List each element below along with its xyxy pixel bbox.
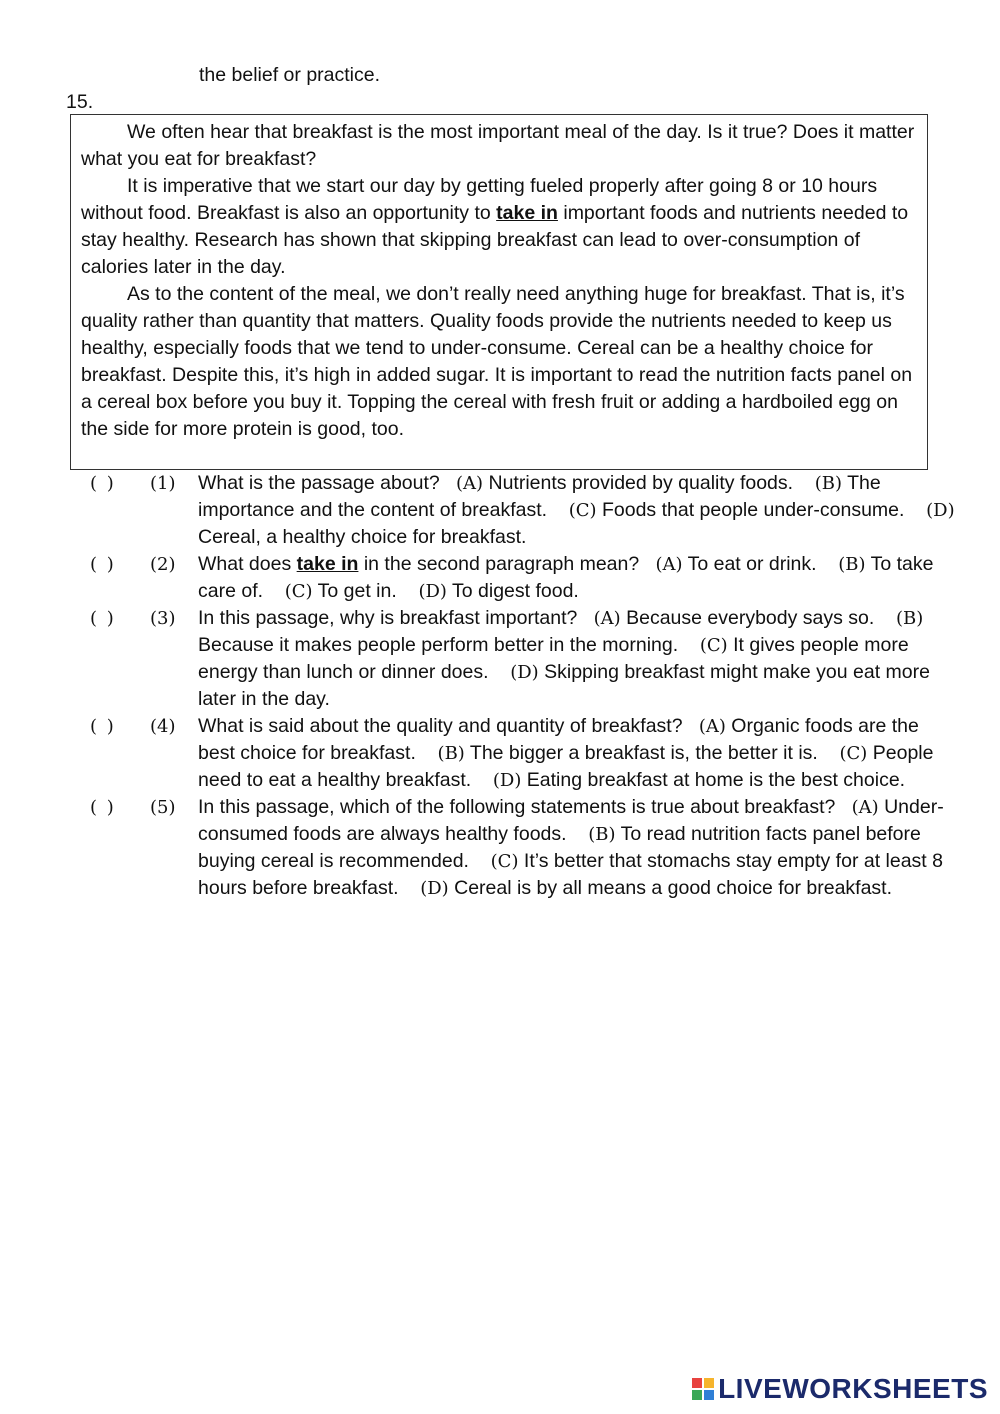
answer-blank[interactable]: ( )	[90, 554, 116, 575]
answer-blank[interactable]: ( )	[90, 473, 116, 494]
question-label: (4)	[150, 716, 176, 737]
paragraph-3: As to the content of the meal, we don’t really need anything huge for breakfast. That is, it’s quality rather than quantity that matters. Quality foods provide the nutrients needed to keep us healthy, especially foods that we tend to under-consume. Cereal can be a healthy choice for breakfast. Despite this, it’s high in added sugar. It is important to read the nutrition facts panel on a cereal box before you buy it. Topping the cereal with fresh fruit or adding a hardboiled egg on the side for more protein is good, too.	[81, 283, 913, 440]
continuation-text: the belief or practice.	[199, 64, 381, 86]
answer-blank[interactable]: ( )	[90, 716, 116, 737]
question-4: ( ) (4) What is said about the quality and quantity of breakfast? (A) Organic foods are the best choice for breakfast. (B) The bigger a breakfast is, the better it is. (C) People need to eat a healthy breakfast. (D) Eating breakfast at home is the best choice.	[90, 715, 934, 791]
question-1: ( ) (1) What is the passage about? (A) Nutrients provided by quality foods. (B) The importance and the content of breakfast. (C) Foods that people under-consume. (D) Cereal, a healthy choice for breakfast.	[90, 472, 955, 548]
liveworksheets-logo	[692, 1375, 988, 1402]
question-3: ( ) (3) In this passage, why is breakfast important? (A) Because everybody says so. (B) Because it makes people perform better in the morning. (C) It gives people more energy than lunch or dinner does. (D) Skipping breakfast might make you eat more later in the day.	[90, 607, 930, 710]
question-number: 15.	[66, 91, 94, 113]
question-label: (1)	[150, 473, 176, 494]
question-label: (2)	[150, 554, 176, 575]
question-2: ( ) (2) What does take in in the second paragraph mean? (A) To eat or drink. (B) To take care of. (C) To get in. (D) To digest food.	[90, 553, 934, 602]
answer-blank[interactable]: ( )	[90, 608, 116, 629]
underlined-phrase: take in	[496, 202, 558, 224]
reading-passage	[70, 114, 928, 470]
question-5: ( ) (5) In this passage, which of the following statements is true about breakfast? (A) Under-consumed foods are always healthy foods. (B) To read nutrition facts panel before buying cereal is recommended. (C) It’s better that stomachs stay empty for at least 8 hours before breakfast. (D) Cereal is by all means a good choice for breakfast.	[90, 796, 944, 899]
logo-blocks-icon	[692, 1378, 714, 1400]
paragraph-1: We often hear that breakfast is the most important meal of the day. Is it true? Does it matter what you eat for breakfast?	[81, 121, 915, 170]
paragraph-2: It is imperative that we start our day by getting fueled properly after going 8 or 10 hours without food. Breakfast is also an opportunity to take in important foods and nutrients needed to stay healthy. Research has shown that skipping breakfast can lead to over-consumption of calories later in the day.	[81, 175, 909, 278]
question-list	[80, 470, 960, 902]
question-label: (3)	[150, 608, 176, 629]
logo-text: LIVEWORKSHEETS	[718, 1373, 988, 1404]
answer-blank[interactable]: ( )	[90, 797, 116, 818]
question-label: (5)	[150, 797, 176, 818]
